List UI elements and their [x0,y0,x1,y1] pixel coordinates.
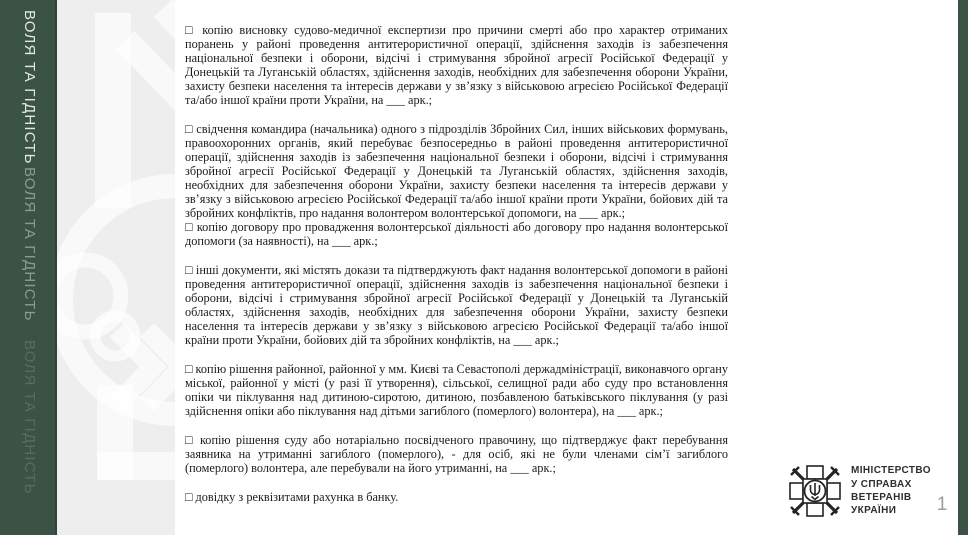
ministry-name-line: УКРАЇНИ [851,505,897,517]
ministry-name-line: ВЕТЕРАНІВ [851,492,912,503]
document-paragraph: □ довідку з реквізитами рахунка в банку. [185,490,399,504]
document-paragraph: □ копію договору про провадження волонтерської діяльності або договору про надання волонтерської допомоги (за наявності), на ___ арк.; [185,220,728,248]
ministry-logo-block [788,464,931,518]
document-paragraph: □ копію рішення районної, районної у мм. Києві та Севастополі держадміністрації, виконавчого органу міської, районної у місті (у разі її утворення), сільської, селищної ради або суду про встановлення опіки чи піклування над дитиною-сиротою, дитиною, позбавленою батьківського піклування (у разі здійснення опіки або піклування над дітьми загиблого (померлого) волонтера), на ___ арк.; [185,362,728,418]
document-paragraph: □ копію висновку судово-медичної експертизи про причини смерті або про характер отриманих поранень у районі проведення антитерористичної операції, здійснення заходів із забезпечення національної безпеки і оборони, відсічі і стримування збройної агресії Російської Федерації у Донецькій та Луганській областях, здійснення заходів, необхідних для забезпечення оборони України, захисту безпеки населення та інтересів держави у зв’язку з військовою агресією Російської Федерації та/або іншої країни проти України, на ___ арк.; [185,23,728,107]
ministry-name-line: МІНІСТЕРСТВО [851,465,931,477]
page-number: 1 [936,494,948,515]
motto-text: ВОЛЯ ТА ГІДНІСТЬ [21,10,38,165]
ministry-emblem-icon [788,464,842,518]
right-accent-bar [958,0,968,535]
document-body [185,23,728,519]
motto-text: ВОЛЯ ТА ГІДНІСТЬ [21,167,38,322]
watermark-band [55,0,175,535]
emblem-watermark-icon [55,0,175,535]
document-paragraph: □ свідчення командира (начальника) одного з підрозділів Збройних Сил, інших військових формувань, правоохоронних органів, який перебуває безпосередньо в районі проведення антитерористичної операції, здійснення заходів із забезпечення національної безпеки і оборони, відсічі і стримування збройної агресії Російської Федерації у Донецькій та Луганській областях, здійснення заходів, необхідних для забезпечення оборони України, захисту безпеки населення та інтересів держави у зв’язку з військовою агресією Російської Федерації та/або іншої країни проти України, бойових дій та збройних конфліктів, про надання волонтером волонтерської допомоги, на ___ арк.; [185,122,728,220]
document-paragraph: □ інші документи, які містять докази та підтверджують факт надання волонтерської допомоги в районі проведення антитерористичної операції, здійснення заходів із забезпечення національної безпеки і оборони, відсічі і стримування збройної агресії Російської Федерації у Донецькій та Луганській областях, здійснення заходів, необхідних для забезпечення оборони України, захисту безпеки населення та інтересів держави у зв’язку з військовою агресією Російської Федерації та/або іншої країни проти України, бойових дій та збройних конфліктів, на ___ арк.; [185,263,728,347]
ministry-name-line: У СПРАВАХ [851,478,912,490]
motto-text: ВОЛЯ ТА ГІДНІСТЬ [21,340,38,495]
ministry-name [851,464,931,517]
left-accent-bar [0,0,57,535]
document-paragraph: □ копію рішення суду або нотаріально посвідченого правочину, що підтверджує факт перебування заявника на утриманні загиблого (померлого), - для осіб, які не були членами сім’ї загиблого (померлого) волонтера, але перебували на його утриманні, на ___ арк.; [185,433,728,475]
